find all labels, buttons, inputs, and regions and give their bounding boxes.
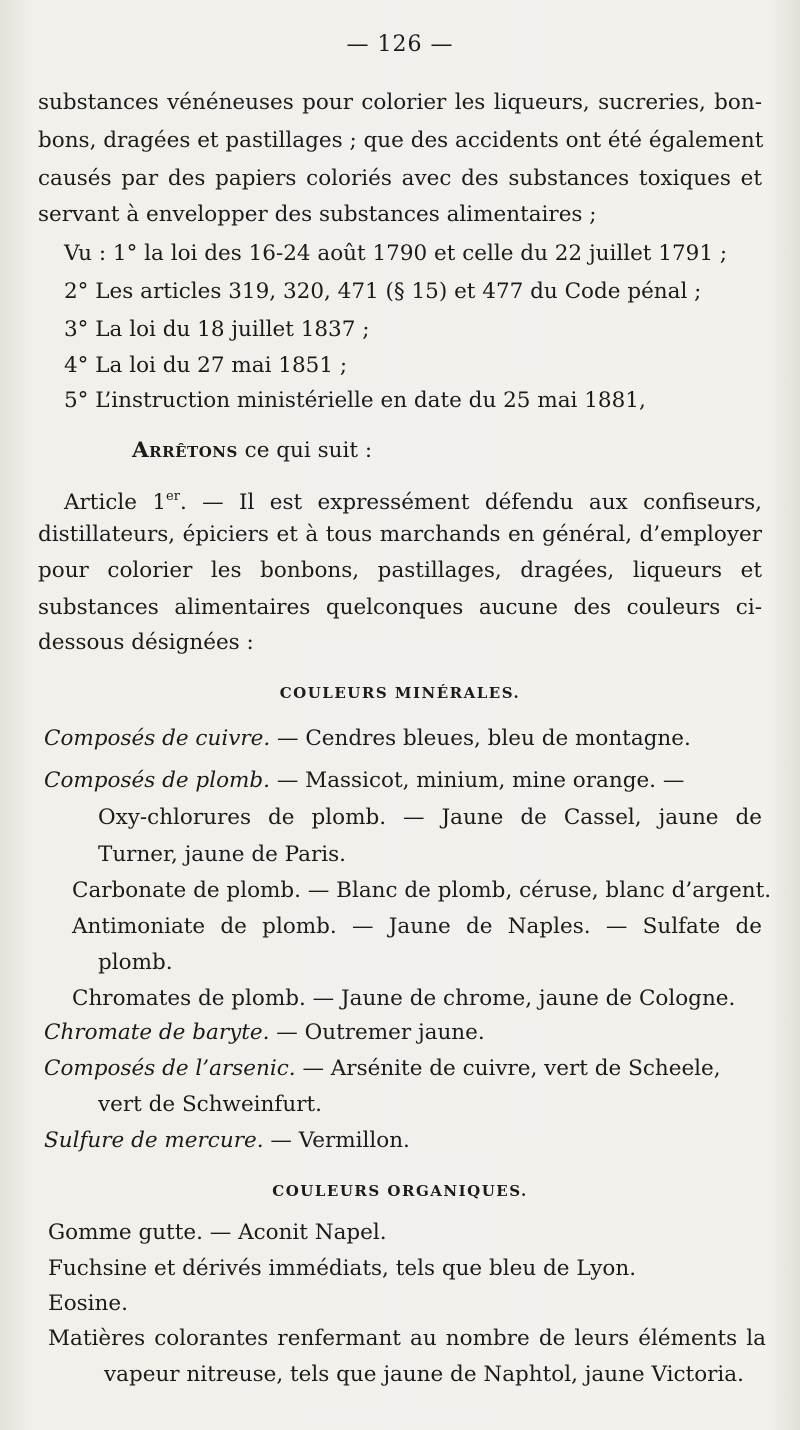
- entry-term: Sulfure de mercure.: [44, 1128, 264, 1153]
- entry-line: [44, 1050, 764, 1089]
- vu-line: 2° Les articles 319, 320, 471 (§ 15) et 477 du Code pénal ;: [64, 279, 702, 304]
- text-line: pour colorier les bonbons, pastillages, dragées, liqueurs et: [38, 558, 762, 583]
- entry-line: Fuchsine et dérivés immédiats, tels que bleu de Lyon.: [48, 1256, 637, 1281]
- entry-term: Chromate de baryte.: [44, 1020, 270, 1045]
- vu-line: 5° L’instruction ministérielle en date du 25 mai 1881,: [64, 388, 646, 413]
- text-line: servant à envelopper des substances alimentaires ;: [38, 202, 597, 227]
- text-line: dessous désignées :: [38, 630, 254, 655]
- entry-desc: — Cendres bleues, bleu de montagne.: [270, 726, 691, 751]
- text-line: bons, dragées et pastillages ; que des accidents ont été également: [38, 128, 764, 153]
- page-number: — 126 —: [346, 32, 454, 57]
- entry-desc: — Massicot, minium, mine orange. —: [270, 768, 685, 793]
- entry-term: Composés de cuivre.: [44, 726, 271, 751]
- vu-line: Vu : 1° la loi des 16-24 août 1790 et celle du 22 juillet 1791 ;: [64, 241, 728, 266]
- entry-line: Carbonate de plomb. — Blanc de plomb, céruse, blanc d’argent.: [72, 878, 772, 903]
- entry-line: vapeur nitreuse, tels que jaune de Naphtol, jaune Victoria.: [104, 1362, 744, 1387]
- arretons-smallcaps: Arrêtons: [132, 438, 238, 463]
- entry-line: Oxy-chlorures de plomb. — Jaune de Cassel, jaune de: [98, 805, 762, 830]
- entry-line: Antimoniate de plomb. — Jaune de Naples. — Sulfate de: [72, 914, 762, 939]
- text-line: causés par des papiers coloriés avec des substances toxiques et: [38, 166, 762, 191]
- section-heading-organic: COULEURS ORGANIQUES.: [272, 1182, 528, 1200]
- entry-line: vert de Schweinfurt.: [98, 1092, 322, 1117]
- entry-line: Eosine.: [48, 1291, 128, 1316]
- entry-line: Chromates de plomb. — Jaune de chrome, jaune de Cologne.: [72, 986, 736, 1011]
- entry-term: Composés de plomb.: [44, 768, 271, 793]
- arretons-line: [132, 432, 732, 471]
- entry-desc: — Vermillon.: [263, 1128, 410, 1153]
- entry-line: [44, 1122, 764, 1161]
- entry-desc: — Outremer jaune.: [269, 1020, 485, 1045]
- arretons-rest: ce qui suit :: [237, 438, 373, 463]
- entry-line: Gomme gutte. — Aconit Napel.: [48, 1220, 387, 1245]
- entry-term: Composés de l’arsenic.: [44, 1056, 296, 1081]
- article-sup: er: [166, 489, 180, 504]
- text-line: distillateurs, épiciers et à tous marchands en général, d’employer: [38, 522, 762, 547]
- entry-line: [44, 720, 764, 759]
- entry-line: [44, 762, 764, 801]
- entry-line: Matières colorantes renfermant au nombre de leurs éléments la: [48, 1326, 766, 1351]
- entry-desc: — Arsénite de cuivre, vert de Scheele,: [295, 1056, 721, 1081]
- entry-line: Turner, jaune de Paris.: [98, 842, 347, 867]
- text-line: substances alimentaires quelconques aucune des couleurs ci-: [38, 595, 762, 620]
- vu-line: 4° La loi du 27 mai 1851 ;: [64, 353, 348, 378]
- entry-line: [44, 1014, 764, 1053]
- vu-line: 3° La loi du 18 juillet 1837 ;: [64, 317, 370, 342]
- article-label: Article 1: [64, 490, 167, 515]
- section-heading-mineral: COULEURS MINÉRALES.: [279, 684, 521, 702]
- text-line: substances vénéneuses pour colorier les liqueurs, sucreries, bon-: [38, 90, 762, 115]
- article-text: . — Il est expressément défendu aux confiseurs,: [179, 490, 762, 515]
- entry-line: plomb.: [98, 950, 173, 975]
